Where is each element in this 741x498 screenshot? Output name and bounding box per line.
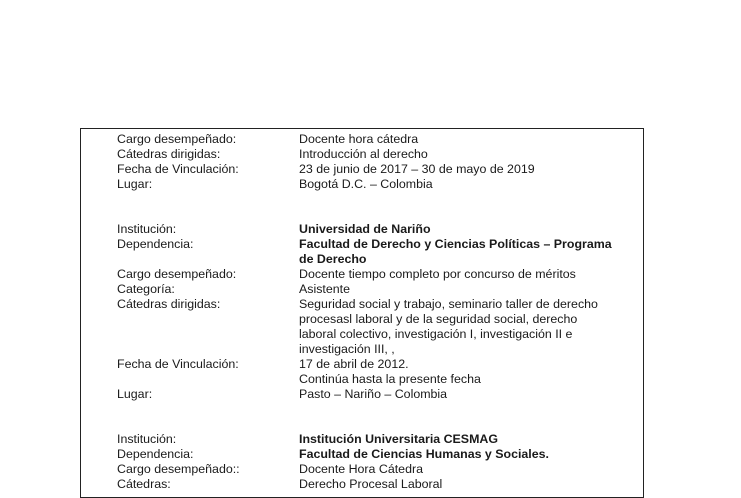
field-value-line: Docente tiempo completo por concurso de méritos <box>299 267 576 281</box>
field-value-line: Derecho Procesal Laboral <box>299 477 443 491</box>
field-value <box>299 267 637 282</box>
field-value-line: Seguridad social y trabajo, seminario taller de derecho <box>299 297 598 311</box>
field-value-line: Universidad de Nariño <box>299 222 431 236</box>
field-row <box>117 147 637 162</box>
field-value-line: Facultad de Derecho y Ciencias Políticas – Programa <box>299 237 612 251</box>
field-label: Cargo desempeñado: <box>117 132 237 146</box>
field-value-line: investigación III, , <box>299 342 395 356</box>
field-value-line: laboral colectivo, investigación I, investigación II e <box>299 327 573 341</box>
field-label: Cátedras dirigidas: <box>117 147 221 161</box>
field-label: Institución: <box>117 222 177 236</box>
field-label: Fecha de Vinculación: <box>117 357 239 371</box>
field-label: Lugar: <box>117 177 153 191</box>
field-row <box>117 432 637 447</box>
field-value-line: 23 de junio de 2017 – 30 de mayo de 2019 <box>299 162 535 176</box>
field-value <box>299 462 637 477</box>
block-spacer <box>117 402 637 432</box>
block-spacer <box>117 192 637 222</box>
field-value <box>299 447 637 462</box>
field-value-line: procesasl laboral y de la seguridad social, derecho <box>299 312 578 326</box>
field-value <box>299 132 637 147</box>
field-value <box>299 297 637 357</box>
field-value <box>299 432 637 447</box>
experience-content <box>117 132 637 492</box>
field-value <box>299 177 637 192</box>
field-label: Fecha de Vinculación: <box>117 162 239 176</box>
field-value-line: Introducción al derecho <box>299 147 428 161</box>
field-row <box>117 447 637 462</box>
cv-experience-table <box>80 128 644 498</box>
field-row <box>117 162 637 177</box>
field-value-line: Bogotá D.C. – Colombia <box>299 177 433 191</box>
field-row <box>117 282 637 297</box>
field-value-line: Institución Universitaria CESMAG <box>299 432 498 446</box>
field-row <box>117 177 637 192</box>
field-value <box>299 282 637 297</box>
field-label: Dependencia: <box>117 447 194 461</box>
field-value <box>299 147 637 162</box>
field-value <box>299 222 637 237</box>
field-label: Cátedras dirigidas: <box>117 297 221 311</box>
field-value <box>299 237 637 267</box>
field-label: Institución: <box>117 432 177 446</box>
field-row <box>117 132 637 147</box>
field-value-line: Asistente <box>299 282 350 296</box>
field-value <box>299 387 637 402</box>
field-label: Cargo desempeñado:: <box>117 462 240 476</box>
field-value-line: de Derecho <box>299 252 367 266</box>
field-value-line: 17 de abril de 2012. <box>299 357 409 371</box>
field-label: Cátedras: <box>117 477 171 491</box>
field-value-line: Docente hora cátedra <box>299 132 419 146</box>
field-label: Categoría: <box>117 282 175 296</box>
field-row <box>117 237 637 267</box>
field-label: Lugar: <box>117 387 153 401</box>
field-value-line: Docente Hora Cátedra <box>299 462 423 476</box>
field-row <box>117 387 637 402</box>
field-value <box>299 162 637 177</box>
experience-block <box>117 132 637 192</box>
field-row <box>117 267 637 282</box>
field-row <box>117 462 637 477</box>
field-row <box>117 357 637 387</box>
field-row <box>117 222 637 237</box>
field-value-line: Pasto – Nariño – Colombia <box>299 387 448 401</box>
field-label: Dependencia: <box>117 237 194 251</box>
field-row <box>117 477 637 492</box>
field-label: Cargo desempeñado: <box>117 267 237 281</box>
experience-block <box>117 222 637 402</box>
field-value-line: Continúa hasta la presente fecha <box>299 372 481 386</box>
experience-block <box>117 432 637 492</box>
field-value <box>299 477 637 492</box>
field-value <box>299 357 637 387</box>
field-row <box>117 297 637 357</box>
field-value-line: Facultad de Ciencias Humanas y Sociales. <box>299 447 549 461</box>
